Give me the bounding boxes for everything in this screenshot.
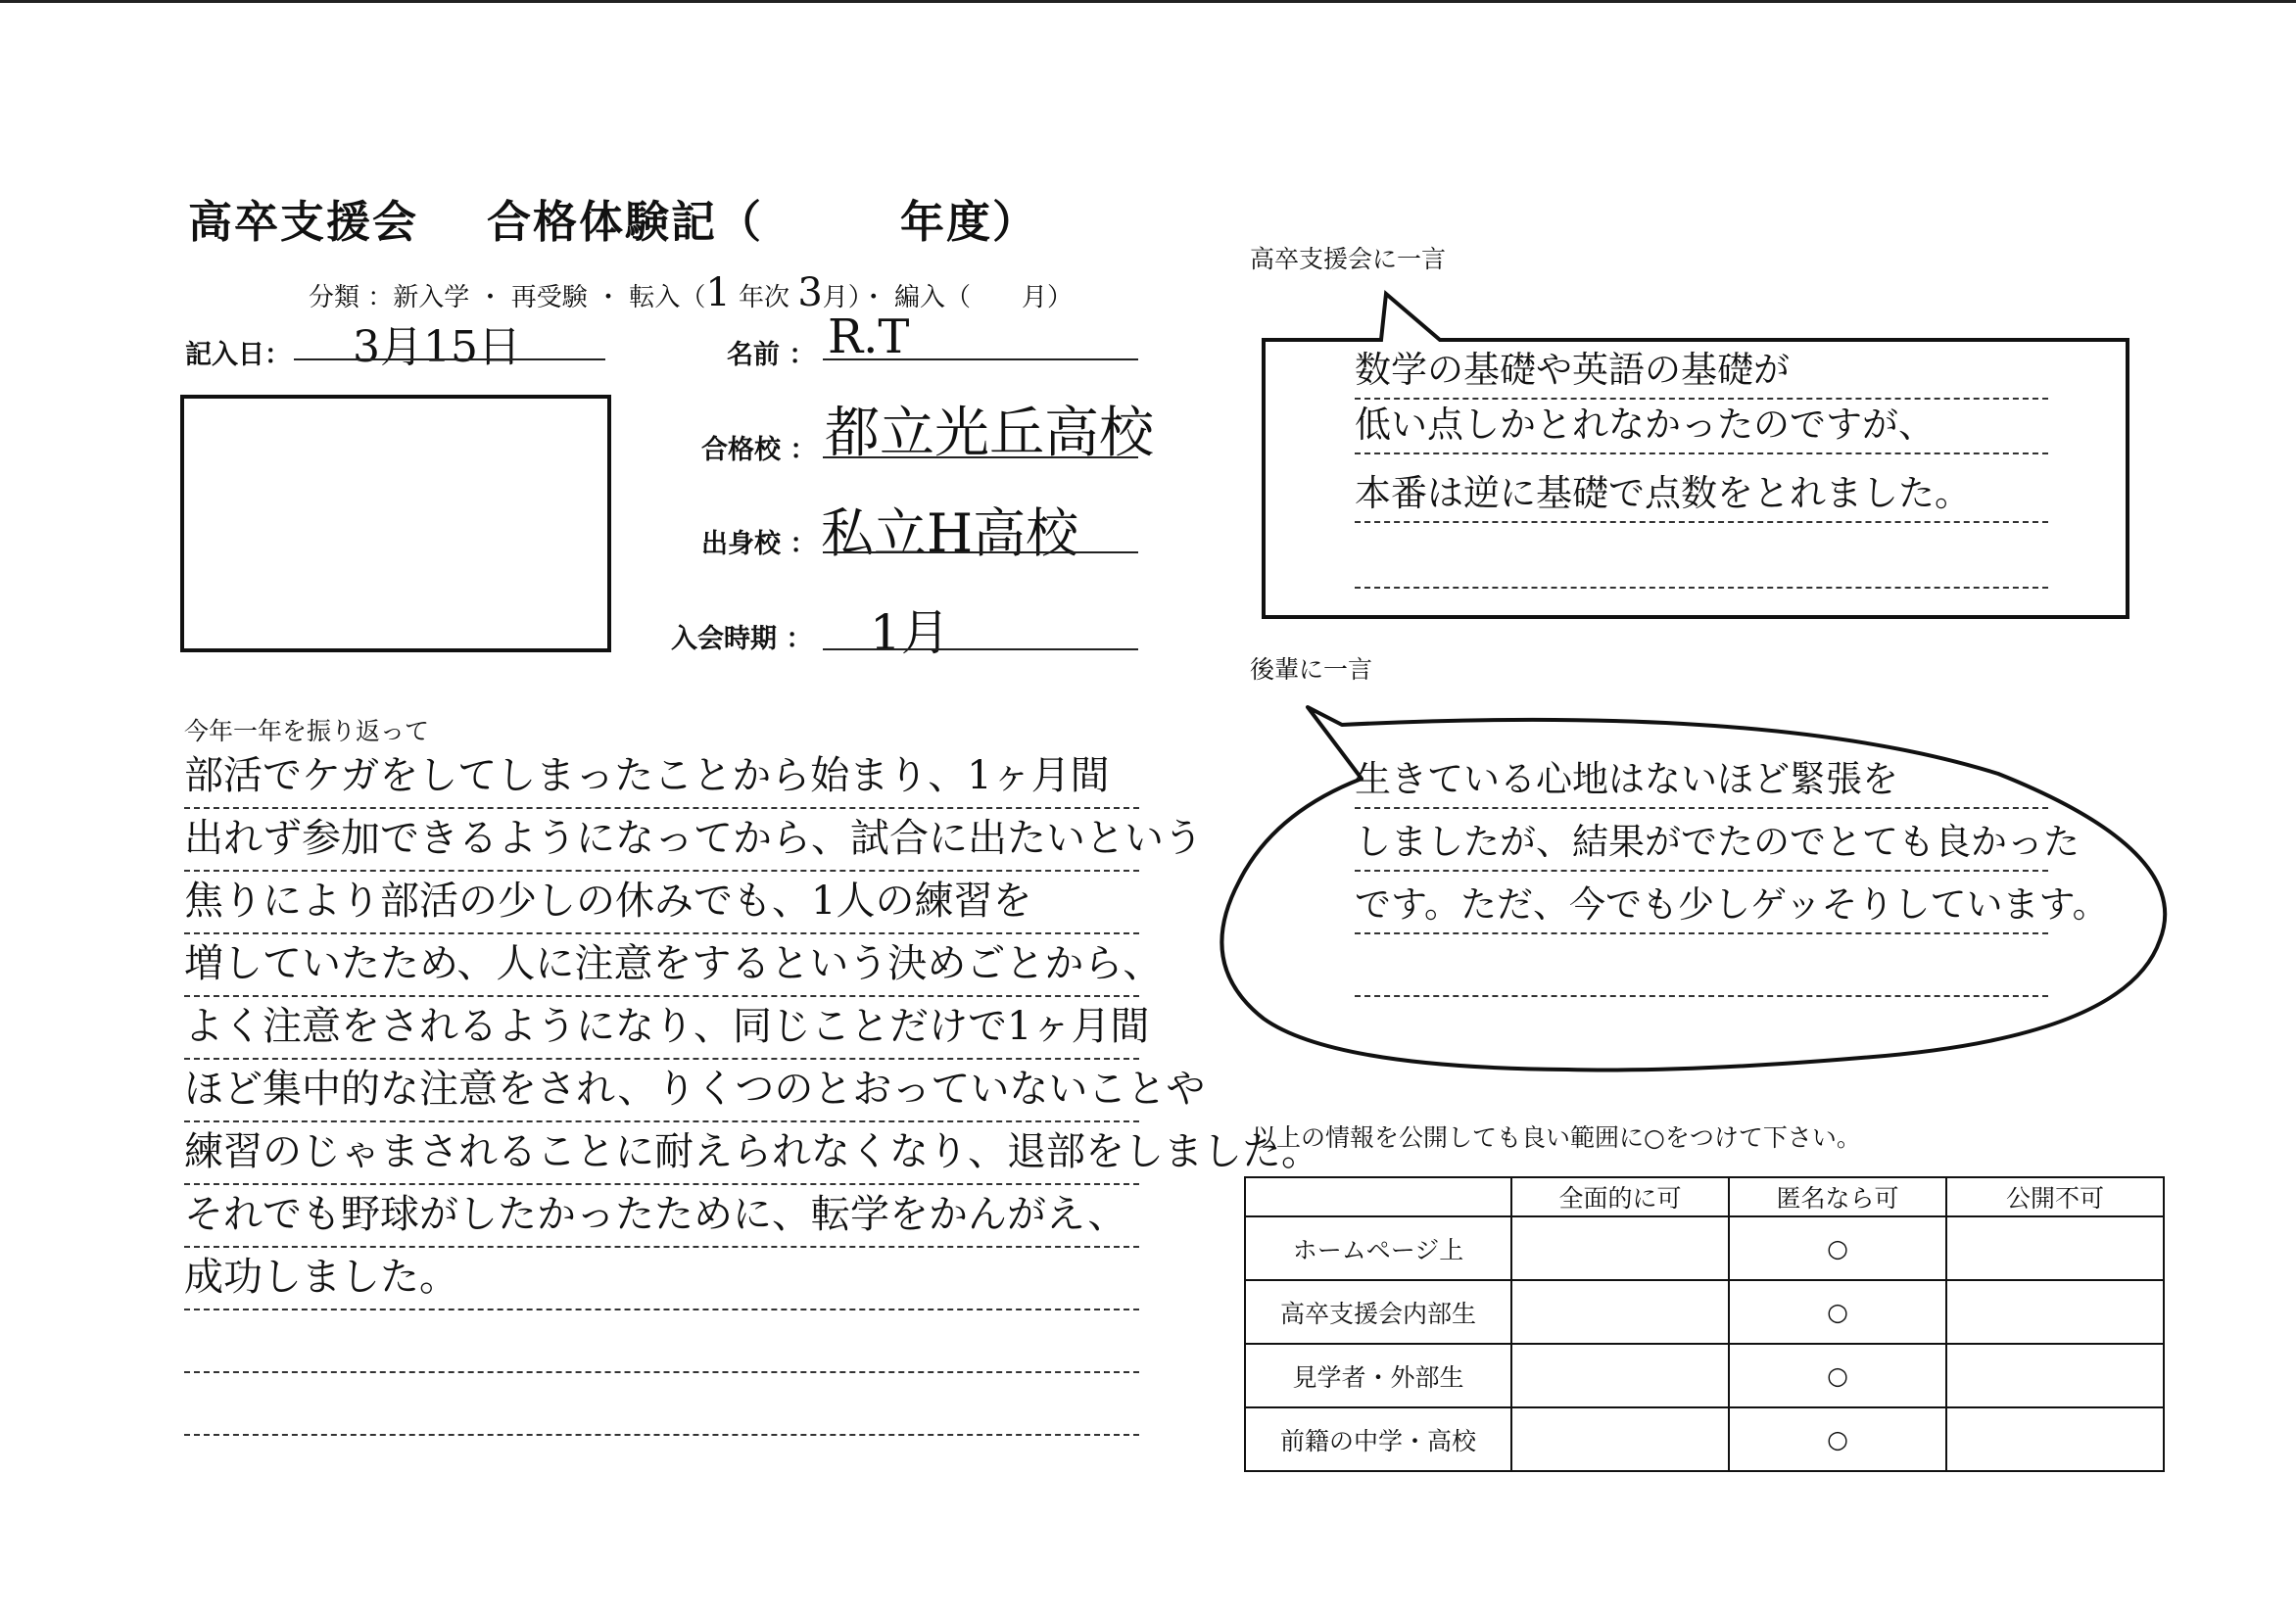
juniors-message-line bbox=[1355, 940, 2048, 997]
entry-date-value: 3月15日 bbox=[353, 322, 521, 372]
cell-none[interactable] bbox=[1946, 1280, 2164, 1344]
transfer-month: 3 bbox=[797, 270, 823, 315]
essay-line: よく注意をされるようになり、同じことだけで1ヶ月間 bbox=[184, 995, 1139, 1060]
juniors-message-line: 生きている心地はないほど緊張を bbox=[1355, 752, 2048, 809]
juniors-message-heading: 後輩に一言 bbox=[1250, 655, 1373, 684]
column-header-full: 全面的に可 bbox=[1511, 1177, 1729, 1216]
cell-full[interactable] bbox=[1511, 1344, 1729, 1407]
org-message-line: 数学の基礎や英語の基礎が bbox=[1355, 343, 2048, 400]
essay-heading: 今年一年を振り返って bbox=[184, 717, 430, 745]
essay-line: ほど集中的な注意をされ、りくつのとおっていないことや bbox=[184, 1058, 1139, 1122]
cell-anon[interactable]: ○ bbox=[1729, 1407, 1946, 1471]
classification-end: 月）・ 編入（ 月） bbox=[822, 283, 1074, 312]
essay-line: 成功しました。 bbox=[184, 1246, 1139, 1310]
row-label: 見学者・外部生 bbox=[1245, 1344, 1511, 1407]
cell-anon[interactable]: ○ bbox=[1729, 1216, 1946, 1280]
org-message-line bbox=[1355, 532, 2048, 589]
origin-school-label: 出身校 ： bbox=[701, 529, 817, 559]
column-header-anon: 匿名なら可 bbox=[1729, 1177, 1946, 1216]
name-value: R.T bbox=[828, 310, 910, 364]
transfer-grade: 1 bbox=[705, 270, 731, 315]
join-period-value: 1月 bbox=[870, 604, 950, 661]
table-row bbox=[1245, 1344, 2164, 1407]
cell-full[interactable] bbox=[1511, 1280, 1729, 1344]
passed-school-value: 都立光丘高校 bbox=[825, 402, 1154, 465]
org-message-line: 本番は逆に基礎で点数をとれました。 bbox=[1355, 466, 2048, 523]
essay-line: 出れず参加できるようになってから、試合に出たいという bbox=[184, 807, 1139, 872]
origin-school-value: 私立H高校 bbox=[821, 502, 1079, 564]
table-row bbox=[1245, 1280, 2164, 1344]
cell-none[interactable] bbox=[1946, 1407, 2164, 1471]
juniors-message-line: しましたが、結果がでたのでとても良かった bbox=[1355, 815, 2048, 872]
cell-anon[interactable]: ○ bbox=[1729, 1280, 1946, 1344]
org-message-line: 低い点しかとれなかったのですが、 bbox=[1355, 398, 2048, 454]
table-header-row bbox=[1245, 1177, 2164, 1216]
classification-mid: 年次 bbox=[739, 283, 790, 312]
row-label: ホームページ上 bbox=[1245, 1216, 1511, 1280]
cell-full[interactable] bbox=[1511, 1216, 1729, 1280]
essay-line: それでも野球がしたかったために、転学をかんがえ、 bbox=[184, 1183, 1139, 1248]
column-header-none: 公開不可 bbox=[1946, 1177, 2164, 1216]
name-label: 名前 ： bbox=[727, 340, 816, 370]
cell-none[interactable] bbox=[1946, 1344, 2164, 1407]
essay-line: 部活でケガをしてしまったことから始まり、1ヶ月間 bbox=[184, 744, 1139, 809]
cell-anon[interactable]: ○ bbox=[1729, 1344, 1946, 1407]
passed-school-label: 合格校 ： bbox=[701, 435, 817, 465]
entry-date-label: 記入日： bbox=[185, 340, 291, 370]
juniors-message-line: です。ただ、今でも少しゲッそりしています。 bbox=[1355, 878, 2048, 934]
join-period-label: 入会時期 ： bbox=[671, 624, 813, 654]
essay-line: 焦りにより部活の少しの休みでも、1人の練習を bbox=[184, 870, 1139, 934]
org-message-heading: 高卒支援会に一言 bbox=[1250, 245, 1447, 273]
title-org: 高卒支援会 bbox=[188, 196, 419, 248]
row-label: 高卒支援会内部生 bbox=[1245, 1280, 1511, 1344]
cell-none[interactable] bbox=[1946, 1216, 2164, 1280]
essay-line: 増していたため、人に注意をするという決めごとから、 bbox=[184, 932, 1139, 997]
table-row bbox=[1245, 1407, 2164, 1471]
row-label: 前籍の中学・高校 bbox=[1245, 1407, 1511, 1471]
table-row bbox=[1245, 1216, 2164, 1280]
column-header bbox=[1245, 1177, 1511, 1216]
essay-line: 練習のじゃまされることに耐えられなくなり、退部をしました。 bbox=[184, 1120, 1139, 1185]
classification-text: 分類 ：新入学 ・ 再受験 ・ 転入（ bbox=[309, 283, 706, 312]
title-year: 年度） bbox=[900, 196, 1039, 248]
publication-instruction: 以上の情報を公開しても良い範囲に○をつけて下さい。 bbox=[1252, 1123, 1861, 1152]
publication-table bbox=[1244, 1176, 2165, 1472]
cell-full[interactable] bbox=[1511, 1407, 1729, 1471]
title-doc: 合格体験記（ bbox=[487, 196, 764, 248]
